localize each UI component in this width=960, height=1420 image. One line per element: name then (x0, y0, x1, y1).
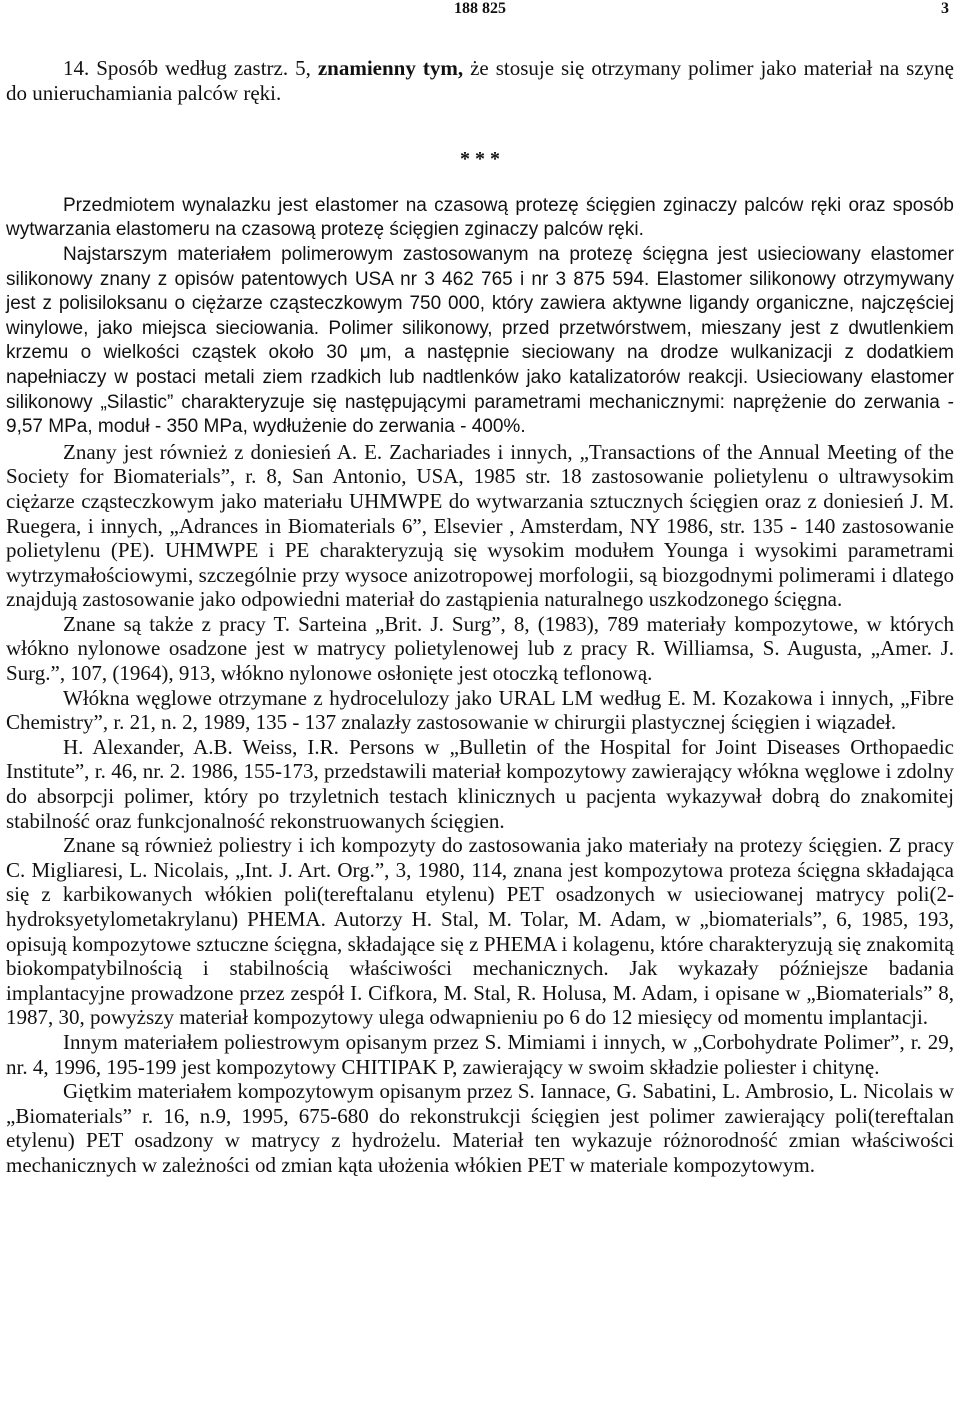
paragraph-carbon-fibres: Włókna węglowe otrzymane z hydrocelulozy jako URAL LM według E. M. Kozakowa i innych, „Fibre Chemistry”, r. 21, n. 2, 1989, 135 - 137 znalazły zastosowanie w chirurgii plastycznej ścięgien i wiązadeł. (6, 685, 954, 735)
section-separator: * * * (460, 148, 500, 171)
claim-14 (6, 56, 954, 105)
paragraph-silicone-elastomer: Najstarszym materiałem polimerowym zastosowanym na protezę ścięgna jest usieciowany elastomer silikonowy znany z opisów patentowych USA nr 3 462 765 i nr 3 875 594. Elastomer silikonowy otrzymywany jest z polisiloksanu o ciężarze cząsteczkowym 750 000, który zawiera aktywne ligandy organiczne, najczęściej winylowe, jako miejsca sieciowania. Polimer silikonowy, przed przetwórstwem, mieszany jest z dwutlenkiem krzemu o wielkości cząstek około 30 μm, a następnie sieciowany na drodze wulkanizacji z dodatkiem napełniaczy w postaci metali ziem rzadkich lub nadtlenków jako katalizatorów reakcji. Usieciowany elastomer silikonowy „Silastic” charakteryzuje się następującymi parametrami mechanicznymi: naprężenie do zerwania - 9,57 MPa, moduł - 350 MPa, wydłużenie do zerwania - 400%. (6, 243, 954, 438)
paragraph-carbon-composite: H. Alexander, A.B. Weiss, I.R. Persons w „Bulletin of the Hospital for Joint Diseases Orthopaedic Institute”, r. 46, nr. 2. 1986, 155-173, przedstawili materiał kompozytowy zawierający włókna węglowe i zdolny do absorpcji polimer, który po trzyletnich testach klinicznych u pacjenta wykazywał dobrą do znakomitej stabilność oraz funkcjonalność rekonstruowanych ścięgien. (6, 734, 954, 833)
paragraph-polyesters: Znane są również poliestry i ich kompozyty do zastosowania jako materiały na protezy ścięgien. Z pracy C. Migliaresi, L. Nicolais, „Int. J. Art. Org.”, 3, 1980, 114, znana jest kompozytowa proteza ścięgna składająca się z karbikowanych włókien poli(tereftalanu etylenu) PET osadzonych w usieciowanej matrycy poli(2-hydroksyetylometakrylanu) PHEMA. Autorzy H. Stal, M. Tolar, M. Adam, w „biomaterials”, 6, 1985, 193, opisują kompozytowe sztuczne ścięgna, składające się z PHEMA i kolagenu, które charakteryzują się znakomitą biokompatybilnością i stabilnością właściwości mechanicznych. Jak wykazały późniejsze badania implantacyjne prowadzone przez zespół I. Cifkora, M. Stal, R. Holusa, M. Adam, i opisane w „Biomaterials” 8, 1987, 30, powyższy materiał kompozytowy ulega odwapnieniu po 6 do 12 miesięcy od momentu implantacji. (6, 833, 954, 1030)
paragraph-nylon-composites: Znane są także z pracy T. Sarteina „Brit. J. Surg”, 8, (1983), 789 materiały kompozytowe, w których włókno nylonowe osadzone jest w matrycy polietylenowej lub z pracy R. Williamsa, S. Augusta, „Amer. J. Surg.”, 107, (1964), 913, włókno nylonowe osłonięte jest otoczką teflonową. (6, 611, 954, 686)
claim-14-intro: 14. Sposób według zastrz. 5, (63, 56, 318, 80)
paragraph-uhmwpe: Znany jest również z doniesień A. E. Zachariades i innych, „Transactions of the Annual Meeting of the Society for Biomaterials”, r. 8, San Antonio, USA, 1985 str. 18 zastosowanie polietylenu o ultrawysokim ciężarze cząsteczkowym jako materiału UHMWPE do wytwarzania sztucznych ścięgien oraz z doniesień J. M. Ruegera, i innych, „Adrances in Biomaterials 6”, Elsevier , Amsterdam, NY 1986, str. 135 - 140 zastosowanie polietylenu (PE). UHMWPE i PE charakteryzują się wysokim modułem Younga i wysokimi parametrami wytrzymałościowymi, szczególnie przy wysoce anizotropowej morfologii, są biozgodnymi polimerami i dlatego znajdują zastosowanie jako odpowiedni materiał do zastąpienia naturalnego uszkodzonego ścięgna. (6, 439, 954, 612)
claim-14-rest: że stosuje się otrzymany polimer jako materiał na szynę do unieruchamiania palców ręki. (6, 56, 954, 105)
document-body (6, 56, 954, 1178)
page-header (0, 0, 960, 24)
page-number: 3 (941, 0, 949, 17)
claim-14-bold-phrase: znamienny tym, (317, 56, 464, 80)
paragraph-subject: Przedmiotem wynalazku jest elastomer na czasową protezę ścięgien zginaczy palców ręki oraz sposób wytwarzania elastomeru na czasową protezę ścięgien zginaczy palców ręki. (6, 194, 954, 241)
patent-number: 188 825 (454, 0, 506, 17)
paragraph-chitipak: Innym materiałem poliestrowym opisanym przez S. Mimiami i innych, w „Corbohydrate Polimer”, r. 29, nr. 4, 1996, 195-199 jest kompozytowy CHITIPAK P, zawierający w swoim składzie poliester i chitynę. (6, 1029, 954, 1079)
paragraph-pet-hydrogel: Giętkim materiałem kompozytowym opisanym przez S. Iannace, G. Sabatini, L. Ambrosio, L. Nicolais w „Biomaterials” r. 16, n.9, 1995, 675-680 do rekonstrukcji ścięgien jest polimer zawierający poli(tereftalan etylenu) PET osadzony w matrycy z hydrożelu. Materiał ten wykazuje różnorodność zmian właściwości mechanicznych w zależności od zmian kąta ułożenia włókien PET w materiale kompozytowym. (6, 1079, 954, 1177)
